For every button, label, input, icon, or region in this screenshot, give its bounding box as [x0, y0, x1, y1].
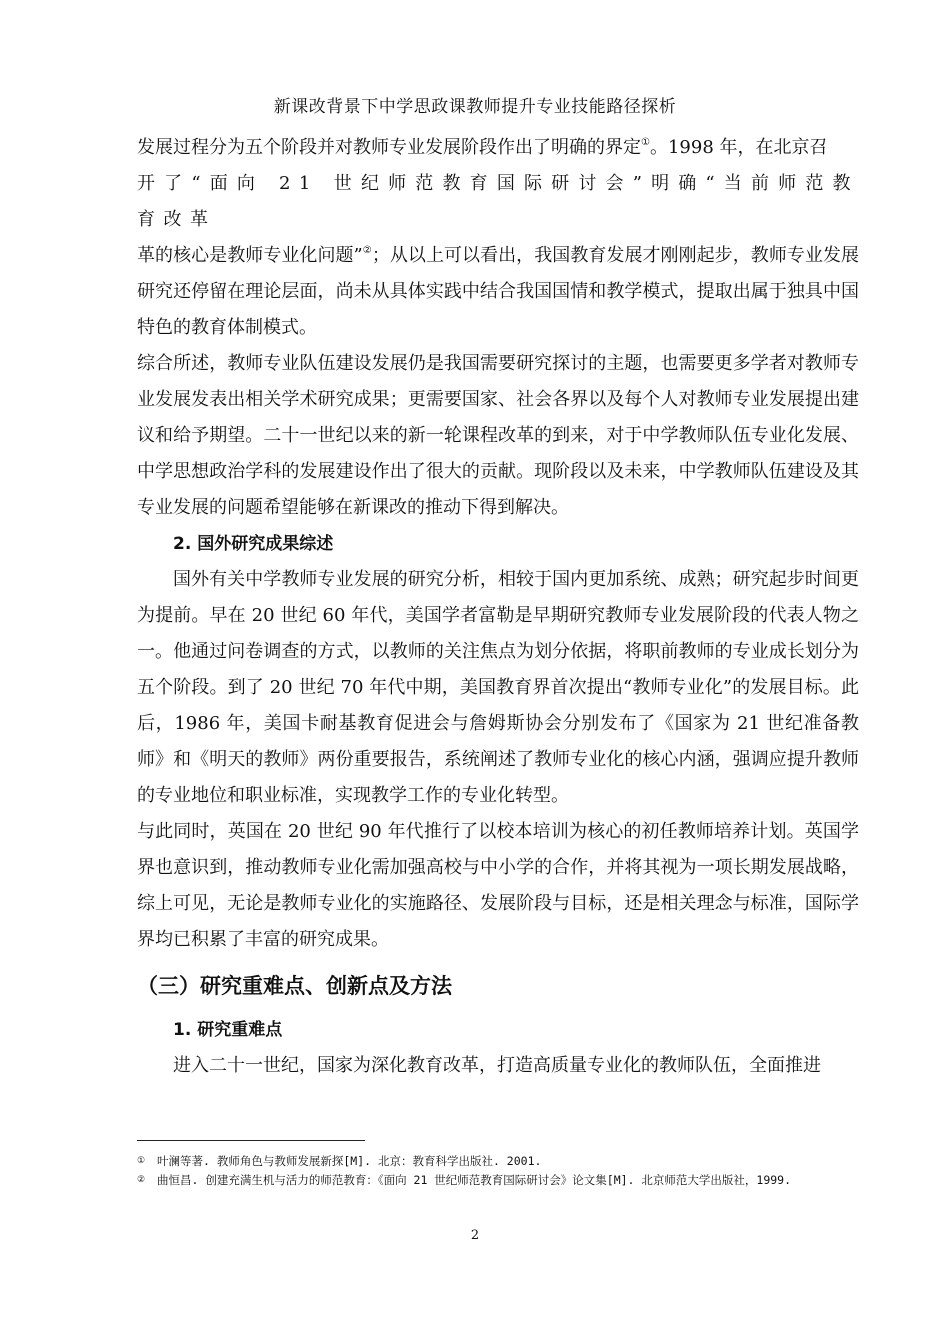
heading-difficulties: 1. 研究重难点: [173, 1020, 283, 1040]
paragraph-uk-research: 与此同时，英国在 20 世纪 90 年代推行了以校本培训为核心的初任教师培养计划。英国学界也意识到，推动教师专业化需加强高校与中小学的合作，并将其视为一项长期发展战略，综上可见，无论是教师专业化的实施路径、发展阶段与目标，还是相关理念与标准，国际学界均已积累了丰富的研究成果。: [137, 821, 859, 950]
footnote-divider: [137, 1140, 365, 1141]
text-run: 。1998 年，在北京召: [649, 137, 828, 158]
footnote-text: 叶澜等著. 教师角色与教师发展新探[M]. 北京：教育科学出版社. 2001.: [157, 1154, 542, 1168]
footnote-text: 曲恒昌. 创建充满生机与活力的师范教育：《面向 21 世纪师范教育国际研讨会》论文集[M]. 北京师范大学出版社，1999.: [157, 1173, 792, 1187]
footnote-mark: ①: [137, 1156, 146, 1166]
footnote-ref-2[interactable]: ②: [362, 245, 372, 256]
paragraph-summary: 综合所述，教师专业队伍建设发展仍是我国需要研究探讨的主题，也需要更多学者对教师专业发展发表出相关学术研究成果；更需要国家、社会各界以及每个人对教师专业发展提出建议和给予期望。二十一世纪以来的新一轮课程改革的到来，对于中学教师队伍专业化发展、中学思想政治学科的发展建设作出了很大的贡献。现阶段以及未来，中学教师队伍建设及其专业发展的问题希望能够在新课改的推动下得到解决。: [137, 353, 859, 518]
footnotes: [137, 1152, 837, 1190]
footnote-ref-1[interactable]: ①: [641, 137, 650, 148]
heading-foreign-research: 2. 国外研究成果综述: [173, 534, 334, 554]
page-number: 2: [470, 1228, 480, 1243]
text-run: 发展过程分为五个阶段并对教师专业发展阶段作出了明确的界定: [137, 137, 641, 158]
section-heading: （三）研究重难点、创新点及方法: [137, 974, 452, 998]
paragraph-foreign-research: 国外有关中学教师专业发展的研究分析，相较于国内更加系统、成熟；研究起步时间更为提前。早在 20 世纪 60 年代，美国学者富勒是早期研究教师专业发展阶段的代表人物之一。他通过问卷调查的方式，以教师的关注焦点为划分依据，将职前教师的专业成长划分为五个阶段。到了 20 世纪 70 年代中期，美国教育界首次提出“教师专业化”的发展目标。此后，1986 年，美国卡耐基教育促进会与詹姆斯协会分别发布了《国家为 21 世纪准备教师》和《明天的教师》两份重要报告，系统阐述了教师专业化的核心内涵，强调应提升教师的专业地位和职业标准，实现教学工作的专业化转型。: [137, 569, 859, 806]
footnote-2: [137, 1171, 837, 1190]
running-header: 新课改背景下中学思政课教师提升专业技能路径探析: [273, 97, 677, 117]
text-run: 革的核心是教师专业化问题”: [137, 245, 363, 266]
text-run-spaced: 开了“面向 21 世纪师范教育国际研讨会”明确“当前师范教育改革: [137, 173, 859, 230]
paragraph-difficulties: 进入二十一世纪，国家为深化教育改革，打造高质量专业化的教师队伍，全面推进: [173, 1055, 821, 1076]
body-text: [137, 130, 859, 1084]
footnote-mark: ②: [137, 1175, 146, 1185]
text-run: ；从以上可以看出，我国教育发展才刚刚起步，教师专业发展研究还停留在理论层面，尚未从具体实践中结合我国国情和教学模式，提取出属于独具中国特色的教育体制模式。: [137, 245, 859, 338]
paragraph-continuation: [137, 130, 859, 346]
footnote-1: [137, 1152, 837, 1171]
